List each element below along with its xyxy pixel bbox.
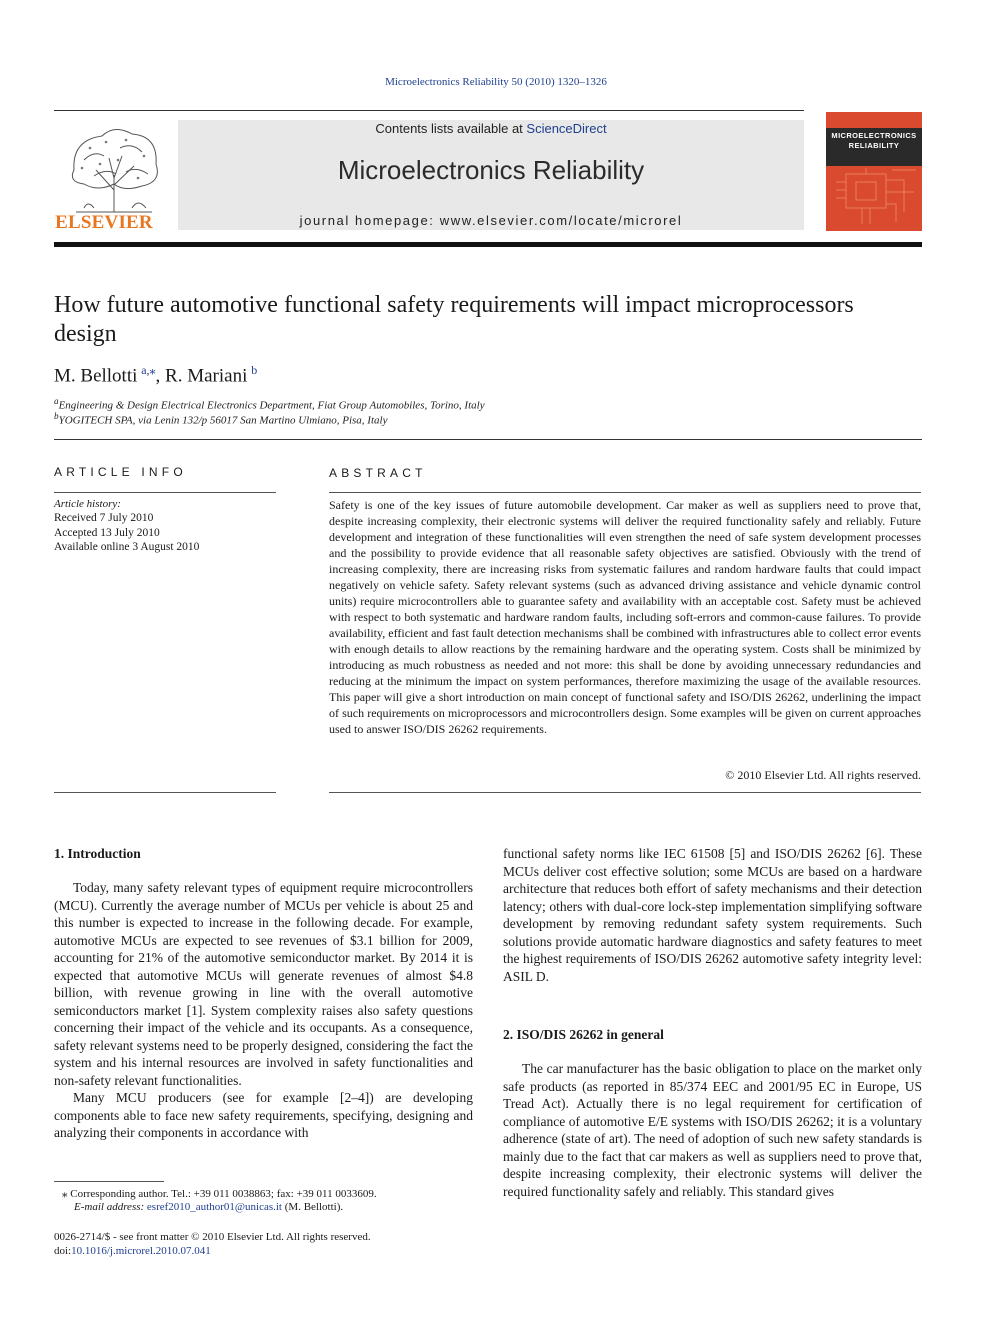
cover-title: [826, 131, 922, 151]
affiliation-text: Engineering & Design Electrical Electronics Department, Fiat Group Automobiles, Torino, Italy: [58, 399, 485, 412]
contents-prefix: Contents lists available at: [375, 121, 527, 136]
corresponding-author-note: ⁎ Corresponding author. Tel.: +39 011 0038863; fax: +39 011 0033609.: [62, 1188, 377, 1200]
history-online: Available online 3 August 2010: [54, 541, 200, 553]
paper-title: How future automotive functional safety requirements will impact microprocessors design: [54, 292, 854, 347]
contents-line: [178, 121, 804, 136]
article-info-bottom-rule: [54, 792, 276, 793]
journal-citation[interactable]: Microelectronics Reliability 50 (2010) 1320–1326: [385, 76, 607, 88]
abstract-bottom-rule: [329, 792, 921, 793]
front-matter-note: 0026-2714/$ - see front matter © 2010 Elsevier Ltd. All rights reserved.: [54, 1231, 371, 1243]
email-note: [74, 1201, 343, 1213]
author-name: R. Mariani: [165, 365, 248, 387]
journal-title: Microelectronics Reliability: [337, 155, 645, 185]
section-heading-introduction: 1. Introduction: [54, 846, 141, 861]
elsevier-wordmark: ELSEVIER: [55, 212, 153, 233]
cover-title-line2: RELIABILITY: [848, 141, 900, 150]
email-link[interactable]: esref2010_author01@unicas.it: [146, 1201, 282, 1213]
affiliation-b: [54, 411, 387, 427]
author-affiliation-mark[interactable]: b: [251, 363, 258, 377]
section-heading-iso-26262: 2. ISO/DIS 26262 in general: [503, 1027, 664, 1042]
article-history-label: Article history:: [54, 498, 121, 510]
abstract-copyright: © 2010 Elsevier Ltd. All rights reserved.: [725, 768, 921, 782]
footnote-rule: [54, 1181, 164, 1182]
body-paragraph: Many MCU producers (see for example [2–4]) are developing components able to face new safety requirements, specifying, designing and analyzing their components in accordance with: [54, 1090, 473, 1140]
cover-title-line1: MICROELECTRONICS: [831, 131, 917, 140]
title-rule: [54, 439, 922, 440]
body-paragraph: functional safety norms like IEC 61508 [5] and ISO/DIS 26262 [6]. These MCUs deliver cost effective solution; some MCUs are based on a hardware architecture that reduces both effort of safety mechanisms and their detection latency; others with dual-core lock-step implementation simplifying software development by removing redundant safety system requirements. Such solutions provide automatic hardware diagnostics and safety features to meet the highest requirements of ISO/DIS 26262 automotive safety integrity level: ASIL D.: [503, 846, 922, 984]
history-received: Received 7 July 2010: [54, 512, 154, 524]
right-column-continuation: [503, 845, 922, 985]
doi-link[interactable]: 10.1016/j.microrel.2010.07.041: [71, 1245, 211, 1257]
author-list: [54, 363, 257, 387]
abstract-heading: ABSTRACT: [329, 466, 427, 480]
journal-cover-thumbnail[interactable]: [826, 112, 922, 231]
history-accepted: Accepted 13 July 2010: [54, 527, 160, 539]
affiliation-text: YOGITECH SPA, via Lenin 132/p 56017 San Martino Ulmiano, Pisa, Italy: [58, 414, 388, 427]
article-info-heading: ARTICLE INFO: [54, 465, 187, 479]
affiliation-a: [54, 396, 485, 412]
body-paragraph: The car manufacturer has the basic obligation to place on the market only safe products (as reported in 85/374 EEC and 2001/95 EC in Europe, US Tread Act). Actually there is no legal requirement for certification of compliance of automotive E/E systems with ISO/DIS 26262; it is a voluntary adherence (state of art). The need of adoption of such new safety standards is mainly due to the fact that car makers as well as suppliers need to prove that, despite increasing complexity, their electronic systems will deliver the required functionality safely and reliably. This standard gives: [503, 1061, 922, 1199]
header-rule: [54, 110, 804, 111]
header-thick-rule: [54, 242, 922, 247]
author-name: M. Bellotti: [54, 365, 138, 387]
affiliation-mark: b: [54, 411, 59, 421]
email-suffix: (M. Bellotti).: [282, 1201, 344, 1213]
journal-homepage[interactable]: journal homepage: www.elsevier.com/locate/microrel: [299, 213, 683, 228]
doi-prefix: doi:: [54, 1245, 72, 1257]
abstract-text: Safety is one of the key issues of future automobile development. Car maker as well as suppliers need to prove that, despite increasing complexity, their electronic systems will deliver the required functionality safely and reliably. Future development and integration of these functionalities will even strengthen the need of safe system development processes and the possibility to provide evidence that all reasonable safety objectives are satisfied. Obviously with the trend of increasing complexity, there are increasing risks from systematic failures and random hardware faults that could impact negatively on vehicle safety. Safety relevant systems (such as advanced driving assistance and vehicle dynamic control units) require microcontrollers able to guarantee safety and availability with an acceptable cost. Safety must be achieved with respect to both systematic and hardware random faults, including soft-errors and common-cause failures. To provide availability, efficient and fast fault detection mechanisms shall be combined with infrastructures able to collect error events with enough details to allow reactions by the remaining hardware and the operating system. Costs shall be minimized by introducing as much robustness as needed and not more: this shall be done by avoiding unnecessary redundancies and reducing at the minimum the impact on system performances, therefore maximizing the usage of the available resources. This paper will give a short introduction on main concept of functional safety and ISO/DIS 26262, underlining the impact of such requirements on microprocessors and microcontrollers design. Some examples will be given on current approaches used to answer ISO/DIS 26262 requirements.: [329, 498, 921, 736]
email-label: E-mail address:: [74, 1201, 147, 1213]
article-info-rule: [54, 492, 276, 493]
author-separator: ,: [155, 365, 166, 387]
left-column-text: [54, 879, 473, 1142]
doi-line: [54, 1245, 211, 1257]
sciencedirect-link[interactable]: ScienceDirect: [526, 121, 607, 136]
author-affiliation-mark[interactable]: a,⁎: [141, 363, 156, 377]
affiliation-mark: a: [54, 396, 59, 406]
abstract-rule: [329, 492, 921, 493]
right-column-section2: [503, 1060, 922, 1200]
body-paragraph: Today, many safety relevant types of equipment require microcontrollers (MCU). Currently the average number of MCUs per vehicle is about 25 and this number is expected to increase in the following decade. For example, automotive MCUs are expected to see revenues of $3.1 billion for 2009, accounting for 21% of the automotive semiconductor market. By 2014 it is expected that automotive MCUs will generate revenues of almost $4.8 billion, with revenue growing in line with the overall automotive semiconductors market [1]. System complexity raises also safety questions concerning their impact of the vehicle and its occupants. As a consequence, safety relevant systems need to be properly designed, considering the fact the system and his internal resources are involved in safety functionalities and non-safety relevant functionalities.: [54, 880, 473, 1088]
